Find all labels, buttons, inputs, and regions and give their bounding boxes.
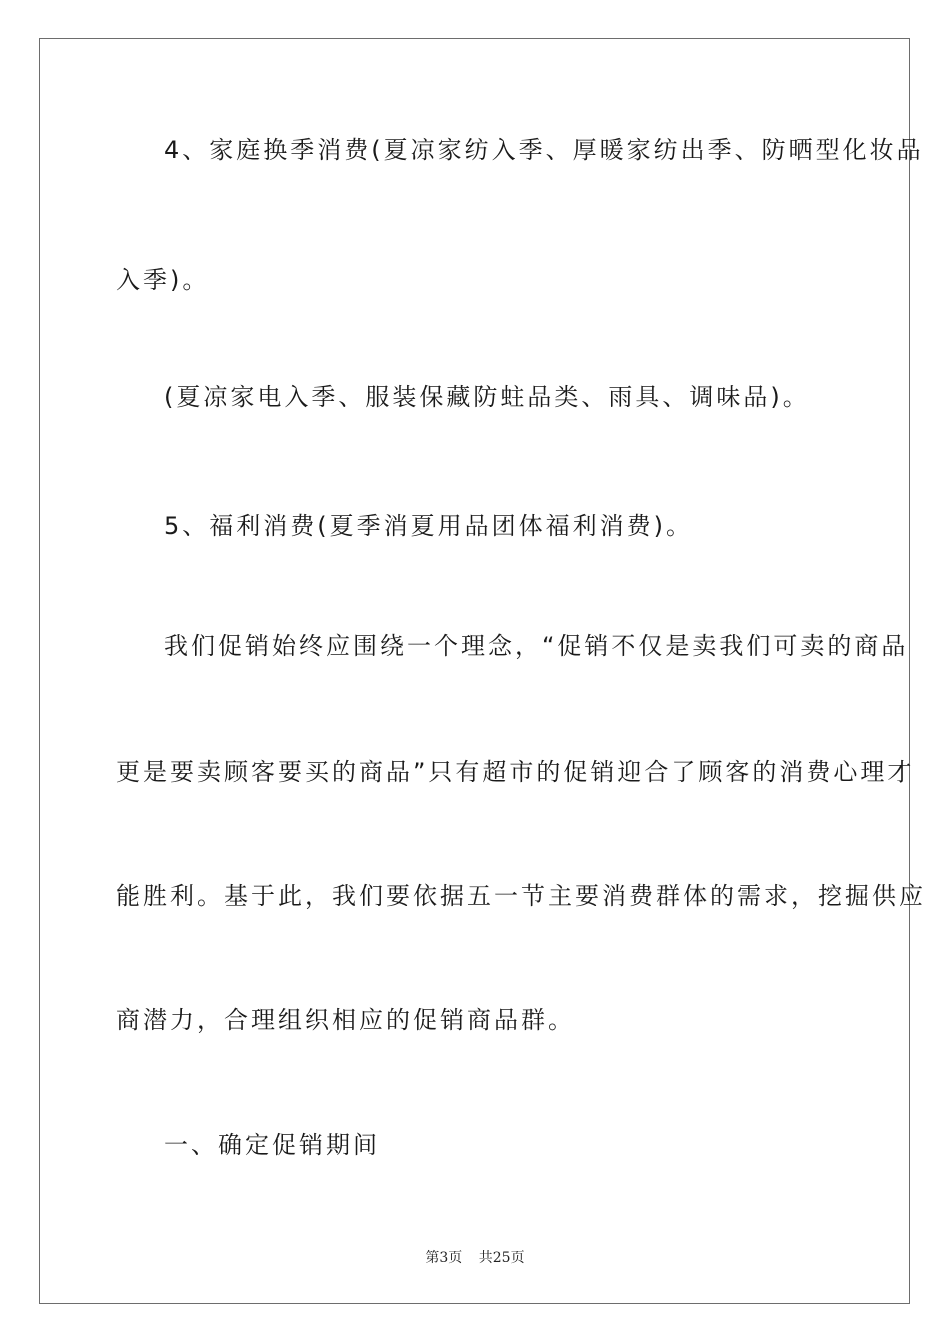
section-heading: 一、确定促销期间 bbox=[164, 1131, 380, 1159]
paragraph-line-6: 更是要卖顾客要买的商品”只有超市的促销迎合了顾客的消费心理才 bbox=[116, 758, 915, 786]
paragraph-line-8: 商潜力，合理组织相应的促销商品群。 bbox=[116, 1006, 575, 1034]
paragraph-line-1: 4、家庭换季消费(夏凉家纺入季、厚暖家纺出季、防晒型化妆品 bbox=[164, 136, 924, 164]
paragraph-line-5: 我们促销始终应围绕一个理念，“促销不仅是卖我们可卖的商品 bbox=[164, 632, 909, 660]
page-border bbox=[39, 38, 926, 1304]
paragraph-line-4: 5、福利消费(夏季消夏用品团体福利消费)。 bbox=[164, 512, 693, 540]
page-total: 共25页 bbox=[478, 1250, 525, 1266]
paragraph-line-2: 入季)。 bbox=[116, 266, 210, 294]
paragraph-line-7: 能胜利。基于此，我们要依据五一节主要消费群体的需求，挖掘供应 bbox=[116, 882, 926, 910]
page-number: 第3页 bbox=[425, 1250, 463, 1266]
page-footer bbox=[0, 1248, 950, 1268]
paragraph-line-3: (夏凉家电入季、服装保藏防蛀品类、雨具、调味品)。 bbox=[164, 383, 810, 411]
